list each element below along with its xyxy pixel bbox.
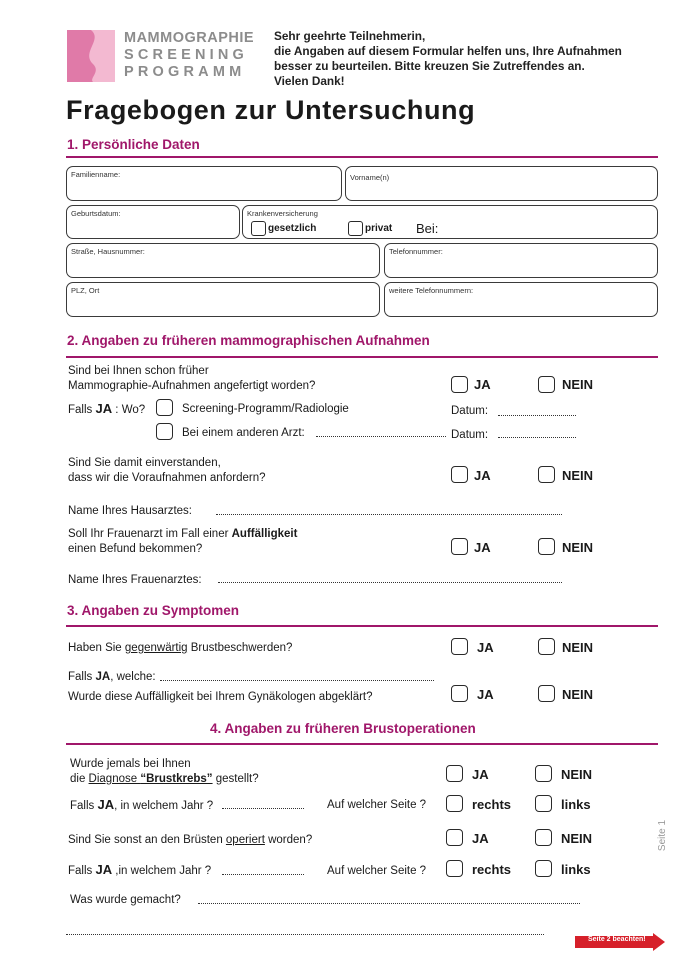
intro-line-3: besser zu beurteilen. Bitte kreuzen Sie Zutreffendes an. <box>274 59 585 73</box>
s3-q1-ja-checkbox[interactable] <box>451 638 468 655</box>
weitere-telefon-field[interactable] <box>384 282 658 317</box>
s4-q2-nein-label: NEIN <box>561 831 593 846</box>
gesetzlich-checkbox[interactable] <box>251 221 266 236</box>
logo-line-2: SCREENING <box>124 47 249 63</box>
telefon-field[interactable] <box>384 243 658 278</box>
s4-q1-nein-label: NEIN <box>561 767 593 782</box>
hausarzt-label: Name Ihres Hausarztes: <box>68 505 192 517</box>
geburtsdatum-label: Geburtsdatum: <box>71 209 121 218</box>
s4-jahr-2-line[interactable] <box>222 874 304 875</box>
section-4-rule <box>66 743 658 745</box>
s2-wo-label: : Wo? <box>112 404 146 416</box>
s3-falls-welche <box>68 670 156 685</box>
screening-radiologie-checkbox[interactable] <box>156 399 173 416</box>
anderer-arzt-line[interactable] <box>316 436 446 437</box>
s4-q1-bold: “Brustkrebs” <box>140 773 213 785</box>
s4-links-2-checkbox[interactable] <box>535 860 552 877</box>
s2-q2-nein-checkbox[interactable] <box>538 466 555 483</box>
frauenarzt-line[interactable] <box>218 582 562 583</box>
s4-q1-ja-checkbox[interactable] <box>446 765 463 782</box>
s2-q3-nein-label: NEIN <box>562 540 594 555</box>
s4-gemacht-line-1[interactable] <box>198 903 580 904</box>
s3-q1-nein-checkbox[interactable] <box>538 638 555 655</box>
s2-q3-pre: Soll Ihr Frauenarzt im Fall einer <box>68 528 232 540</box>
s2-falls-label: Falls <box>68 404 93 416</box>
krankenversicherung-label: Krankenversicherung <box>247 209 318 218</box>
s4-q2-ja-label: JA <box>472 831 489 846</box>
privat-checkbox[interactable] <box>348 221 363 236</box>
s3-question-2: Wurde diese Auffälligkeit bei Ihrem Gynäkologen abgeklärt? <box>68 691 373 703</box>
vorname-label: Vorname(n) <box>350 173 390 182</box>
intro-line-1: Sehr geehrte Teilnehmerin, <box>274 29 426 43</box>
s4-rechts-2-checkbox[interactable] <box>446 860 463 877</box>
s4-q1-diag: Diagnose <box>88 773 141 785</box>
section-3-heading: 3. Angaben zu Symptomen <box>67 603 240 618</box>
s3-welche-label: , welche: <box>110 671 156 683</box>
datum-2-line[interactable] <box>498 437 576 438</box>
datum-1-label: Datum: <box>451 405 489 417</box>
s4-links-1-label: links <box>561 797 591 812</box>
s4-q2-post: worden? <box>264 834 313 846</box>
s4-falls-jahr-2 <box>68 862 211 879</box>
section-3-rule <box>66 625 658 627</box>
s4-ja-bold-1: JA <box>97 797 115 812</box>
s4-jahr-2-label: ,in welchem Jahr ? <box>112 865 212 877</box>
s3-falls-label: Falls <box>68 671 96 683</box>
next-page-text: Seite 2 beachten! <box>588 936 646 943</box>
s4-q2-nein-checkbox[interactable] <box>535 829 552 846</box>
intro-line-2: die Angaben auf diesem Formular helfen uns, Ihre Aufnahmen <box>274 44 622 58</box>
s4-q1-pre: die <box>70 773 89 785</box>
s3-q1-nein-label: NEIN <box>562 640 594 655</box>
s4-links-2-label: links <box>561 862 591 877</box>
page-title: Fragebogen zur Untersuchung <box>66 95 476 125</box>
logo-line-3: PROGRAMM <box>124 64 246 80</box>
s2-q1-nein-checkbox[interactable] <box>538 376 555 393</box>
s4-rechts-1-checkbox[interactable] <box>446 795 463 812</box>
s2-q3-ja-label: JA <box>474 540 491 555</box>
familienname-field[interactable] <box>66 166 342 201</box>
s2-ja-bold: JA <box>95 401 113 416</box>
logo-text <box>124 30 255 81</box>
familienname-label: Familienname: <box>71 170 121 179</box>
weitere-telefon-label: weitere Telefonnummern: <box>389 286 474 295</box>
s3-q1-underline: gegenwärtig <box>124 642 188 654</box>
s2-q1-line-1: Sind bei Ihnen schon früher <box>68 365 209 377</box>
s3-q1-ja-label: JA <box>477 640 494 655</box>
telefon-label: Telefonnummer: <box>389 247 443 256</box>
s4-q2-ja-checkbox[interactable] <box>446 829 463 846</box>
s2-q1-ja-label: JA <box>474 377 491 392</box>
s2-q2-ja-label: JA <box>474 468 491 483</box>
s4-gemacht-label: Was wurde gemacht? <box>70 894 181 906</box>
s2-q3-bold: Auffälligkeit <box>231 528 298 540</box>
page-number-vertical <box>651 812 685 862</box>
s4-q2-pre: Sind Sie sonst an den Brüsten <box>68 834 226 846</box>
s4-rechts-1-label: rechts <box>472 797 512 812</box>
s3-question-1 <box>68 641 292 656</box>
gesetzlich-label: gesetzlich <box>268 223 317 234</box>
intro-line-4: Vielen Dank! <box>274 74 345 88</box>
section-2-rule <box>66 356 658 358</box>
krankenversicherung-field <box>242 205 658 239</box>
section-2-heading: 2. Angaben zu früheren mammographischen Aufnahmen <box>67 333 430 348</box>
plz-ort-field[interactable] <box>66 282 380 317</box>
s4-q1-line-1: Wurde jemals bei Ihnen <box>70 758 191 770</box>
s4-falls-1: Falls <box>70 800 98 812</box>
s2-q2-line-2: dass wir die Voraufnahmen anfordern? <box>68 472 266 484</box>
s2-question-3 <box>68 527 297 557</box>
datum-1-line[interactable] <box>498 415 576 416</box>
vorname-field[interactable] <box>345 166 658 201</box>
s4-question-1 <box>70 757 259 787</box>
s4-links-1-checkbox[interactable] <box>535 795 552 812</box>
s4-falls-2: Falls <box>68 865 96 877</box>
privat-label: privat <box>365 223 393 234</box>
s4-seite-2-label: Auf welcher Seite ? <box>327 865 427 877</box>
s2-q3-ja-checkbox[interactable] <box>451 538 468 555</box>
hausarzt-line[interactable] <box>216 514 562 515</box>
s3-welche-line[interactable] <box>160 680 434 681</box>
s2-q2-nein-label: NEIN <box>562 468 594 483</box>
anderer-arzt-label: Bei einem anderen Arzt: <box>182 427 305 439</box>
s3-q1-pre: Haben Sie <box>68 642 125 654</box>
s3-q1-post: Brustbeschwerden? <box>187 642 293 654</box>
s2-q1-line-2: Mammographie-Aufnahmen angefertigt worden? <box>68 380 316 392</box>
s4-ja-bold-2: JA <box>95 862 113 877</box>
s3-ja-bold: JA <box>95 671 111 683</box>
datum-2-label: Datum: <box>451 429 489 441</box>
section-1-rule <box>66 156 658 158</box>
plz-ort-label: PLZ, Ort <box>71 286 100 295</box>
s2-q2-ja-checkbox[interactable] <box>451 466 468 483</box>
screening-radiologie-label: Screening-Programm/Radiologie <box>182 403 349 415</box>
s4-question-2 <box>68 833 312 848</box>
section-1-heading: 1. Persönliche Daten <box>67 137 200 152</box>
section-4-heading: 4. Angaben zu früheren Brustoperationen <box>210 721 476 736</box>
s2-q2-line-1: Sind Sie damit einverstanden, <box>68 457 221 469</box>
s4-q2-underline: operiert <box>225 834 265 846</box>
s3-q2-nein-label: NEIN <box>562 687 594 702</box>
logo-mark <box>67 30 115 82</box>
s2-q3-nein-checkbox[interactable] <box>538 538 555 555</box>
frauenarzt-label: Name Ihres Frauenarztes: <box>68 574 202 586</box>
s4-seite-1-label: Auf welcher Seite ? <box>327 799 427 811</box>
s4-rechts-2-label: rechts <box>472 862 512 877</box>
next-page-arrow <box>575 933 665 951</box>
s4-q1-nein-checkbox[interactable] <box>535 765 552 782</box>
s2-q1-ja-checkbox[interactable] <box>451 376 468 393</box>
s3-q2-ja-checkbox[interactable] <box>451 685 468 702</box>
s4-q1-post: gestellt? <box>212 773 259 785</box>
page-number-label: Seite 1 <box>657 819 669 852</box>
s4-gemacht-line-2[interactable] <box>66 934 544 935</box>
strasse-field[interactable] <box>66 243 380 278</box>
s3-q2-nein-checkbox[interactable] <box>538 685 555 702</box>
s2-q3-line-2: einen Befund bekommen? <box>68 543 203 555</box>
s4-jahr-1-line[interactable] <box>222 808 304 809</box>
intro-text <box>274 29 674 89</box>
strasse-label: Straße, Hausnummer: <box>71 247 145 256</box>
s4-q1-ja-label: JA <box>472 767 489 782</box>
s4-jahr-1-label: , in welchem Jahr ? <box>114 800 214 812</box>
s2-q1-nein-label: NEIN <box>562 377 594 392</box>
s2-falls-ja-wo <box>68 401 145 418</box>
s4-falls-jahr-1 <box>70 797 213 814</box>
bei-label: Bei: <box>416 221 439 236</box>
s3-q2-ja-label: JA <box>477 687 494 702</box>
s2-question-1 <box>68 364 315 394</box>
anderer-arzt-checkbox[interactable] <box>156 423 173 440</box>
s2-question-2 <box>68 456 266 486</box>
logo-line-1: MAMMOGRAPHIE <box>124 30 255 46</box>
geburtsdatum-field[interactable] <box>66 205 240 239</box>
